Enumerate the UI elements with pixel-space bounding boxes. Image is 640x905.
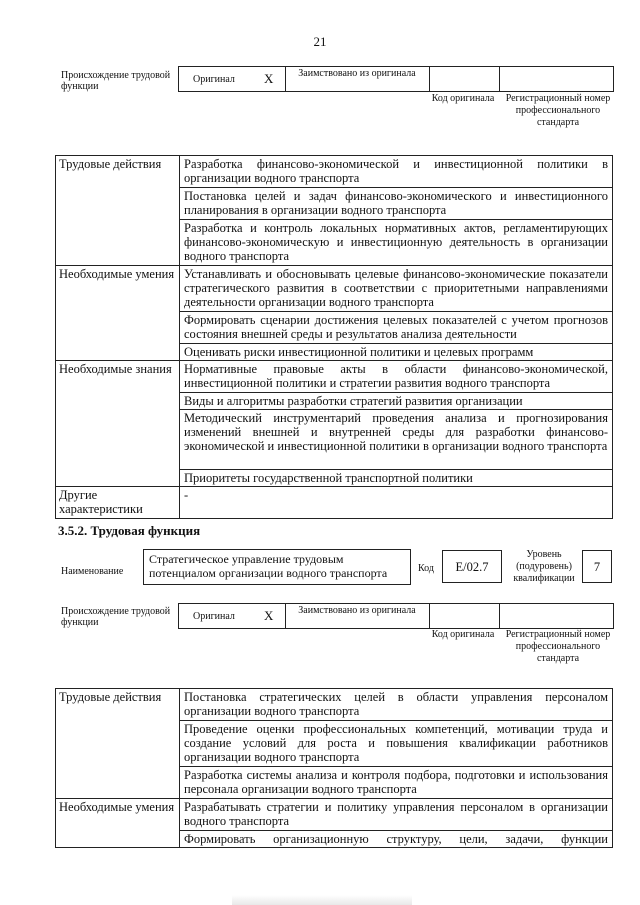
row-label: Трудовые действия — [56, 156, 180, 266]
borrowed-label: Заимствовано из оригинала — [298, 68, 416, 79]
table-row — [56, 487, 613, 519]
name-label: Наименование — [61, 566, 124, 577]
table-cell: Приоритеты государственной транспортной политики — [180, 470, 613, 487]
original-label: Оригинал — [193, 74, 235, 85]
table-cell: Методический инструментарий проведения анализа и прогнозирования изменений внешней и внутренней среды для разработки финансово-экономической и инвестиционной политики в организации водного транспорта — [180, 410, 613, 470]
row-label: Другие характеристики — [56, 487, 180, 519]
table-cell: Проведение оценки профессиональных компетенций, мотивации труда и создание условий для роста и повышения квалификации работников организации водного транспорта — [180, 721, 613, 767]
original-label: Оригинал — [193, 611, 235, 622]
row-label: Необходимые знания — [56, 361, 180, 487]
code-value-box: E/02.7 — [442, 550, 502, 583]
reg-number-caption: Регистрационный номер профессионального стандарта — [505, 93, 611, 128]
row-label: Необходимые умения — [56, 799, 180, 848]
borrowed-label: Заимствовано из оригинала — [298, 605, 416, 616]
table-cell: Постановка целей и задач финансово-экономического и инвестиционного планирования в организации водного транспорта — [180, 188, 613, 220]
work-function-table-2 — [55, 688, 613, 848]
table-cell: Виды и алгоритмы разработки стратегий развития организации — [180, 393, 613, 410]
table-cell: Формировать сценарии достижения целевых показателей с учетом прогнозов состояния внешней среды и результатов анализа деятельности — [180, 312, 613, 344]
origin-label: Происхождение трудовой функции — [61, 70, 171, 92]
code-label: Код — [418, 563, 434, 574]
code-original-caption: Код оригинала — [431, 93, 495, 104]
original-mark: X — [264, 71, 274, 86]
table-row — [56, 689, 613, 721]
original-mark: X — [264, 608, 274, 623]
table-cell: Постановка стратегических целей в области управления персоналом организации водного транспорта — [180, 689, 613, 721]
table-cell: Разработка финансово-экономической и инвестиционной политики в организации водного транспорта — [180, 156, 613, 188]
table-cell: - — [180, 487, 613, 519]
level-value-box: 7 — [582, 550, 612, 583]
table-cell: Нормативные правовые акты в области финансово-экономической, инвестиционной политики и стратегии развития водного транспорта — [180, 361, 613, 393]
table-row — [56, 156, 613, 188]
origin-box — [178, 603, 614, 629]
row-label: Необходимые умения — [56, 266, 180, 361]
origin-box — [178, 66, 614, 92]
scan-edge — [232, 895, 412, 905]
table-row — [56, 361, 613, 393]
page-number: 21 — [313, 34, 327, 49]
code-original-caption: Код оригинала — [431, 629, 495, 640]
table-cell: Формировать организационную структуру, цели, задачи, функции — [180, 831, 613, 848]
table-row — [56, 266, 613, 312]
function-name-box: Стратегическое управление трудовым потенциалом организации водного транспорта — [143, 549, 411, 585]
table-cell: Устанавливать и обосновывать целевые финансово-экономические показатели стратегического развития в соответствии с приоритетными направлениями деятельности организации водного транспорта — [180, 266, 613, 312]
level-label: Уровень (подуровень) квалификации — [513, 549, 575, 584]
table-cell: Оценивать риски инвестиционной политики и целевых программ — [180, 344, 613, 361]
origin-label: Происхождение трудовой функции — [61, 606, 171, 628]
row-label: Трудовые действия — [56, 689, 180, 799]
work-function-table-1 — [55, 155, 613, 519]
reg-number-caption: Регистрационный номер профессионального стандарта — [505, 629, 611, 664]
table-cell: Разрабатывать стратегии и политику управления персоналом в организации водного транспорта — [180, 799, 613, 831]
table-row — [56, 799, 613, 831]
table-cell: Разработка и контроль локальных нормативных актов, регламентирующих финансово-экономическую и инвестиционную деятельность в организации водного транспорта — [180, 220, 613, 266]
section-title: 3.5.2. Трудовая функция — [58, 523, 201, 538]
table-cell: Разработка системы анализа и контроля подбора, подготовки и использования персонала организации водного транспорта — [180, 767, 613, 799]
